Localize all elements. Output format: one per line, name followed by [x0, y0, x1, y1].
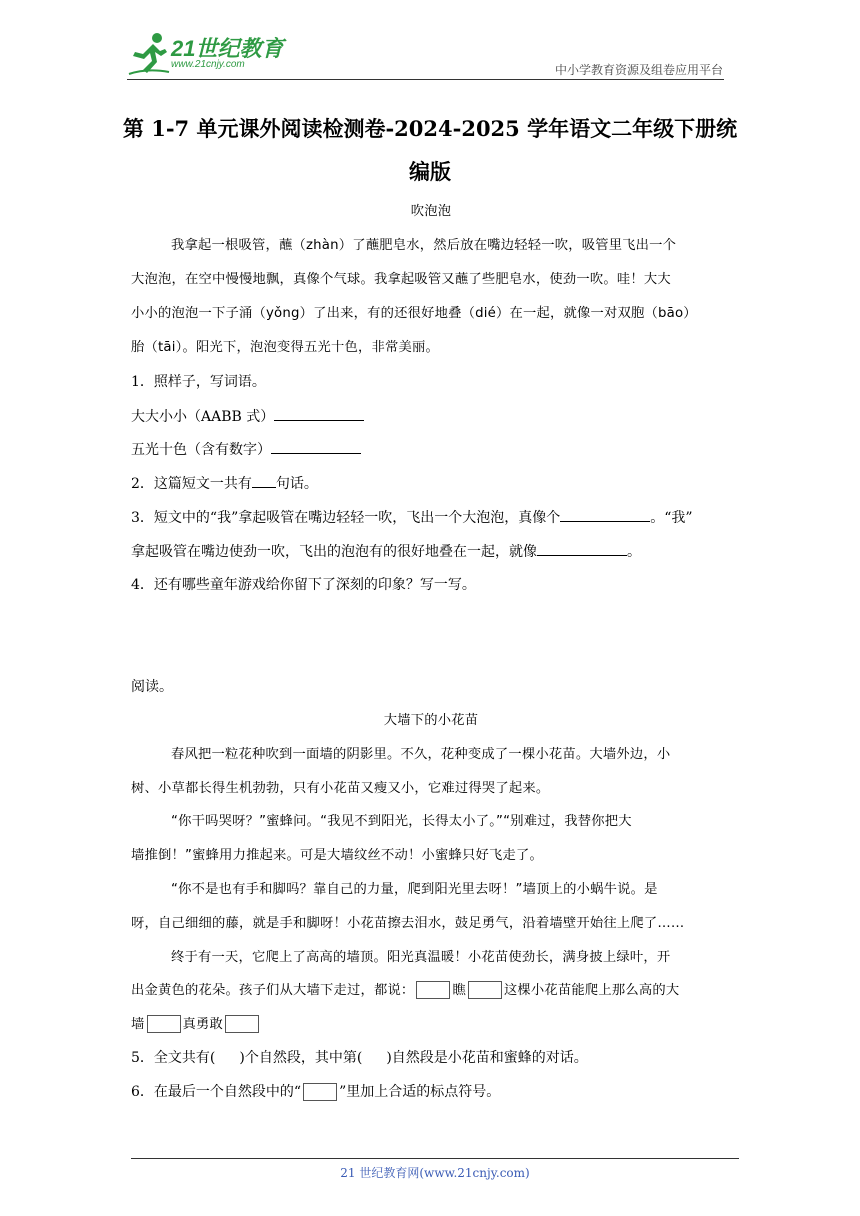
passage2-title: 大墙下的小花苗 — [383, 713, 479, 728]
page-title-line1: 第 1-7 单元课外阅读检测卷-2024-2025 学年语文二年级下册统 — [122, 116, 738, 141]
passage1-title: 吹泡泡 — [410, 204, 452, 219]
passage2-line: 春风把一粒花种吹到一面墙的阴影里。不久，花种变成了一棵小花苗。大墙外边，小 — [171, 747, 671, 762]
passage2-text: 墙 — [131, 1017, 145, 1032]
section2-intro: 阅读。 — [131, 679, 173, 695]
question-5 — [131, 1048, 731, 1068]
passage2-line: “你干吗哭呀？”蜜蜂问。“我见不到阳光，长得太小了。”“别难过，我替你把大 — [171, 814, 632, 829]
question-1b-text: 五光十色（含有数字） — [131, 442, 271, 458]
question-1: 1．照样子，写词语。 — [131, 374, 266, 390]
punctuation-box[interactable] — [468, 981, 502, 999]
question-5-text: )个自然段，其中第( — [239, 1050, 363, 1066]
footer-text: 21 世纪教育网(www.21cnjy.com) — [340, 1166, 530, 1180]
page-title-line2: 编版 — [409, 159, 451, 184]
question-2-text: 2．这篇短文一共有 — [131, 476, 252, 492]
logo-text: 21世纪教育 — [171, 36, 284, 61]
logo — [127, 30, 297, 78]
passage2-line: 呀，自己细细的藤，就是手和脚呀！小花苗擦去泪水，鼓足勇气，沿着墙壁开始往上爬了…… — [131, 916, 685, 931]
question-3-text: 3．短文中的“我”拿起吸管在嘴边轻轻一吹，飞出一个大泡泡，真像个 — [131, 510, 561, 526]
passage2-line: 墙推倒！”蜜蜂用力推起来。可是大墙纹丝不动！小蜜蜂只好飞走了。 — [131, 848, 543, 863]
question-6-text: ”里加上合适的标点符号。 — [339, 1084, 501, 1100]
question-3-line1 — [131, 507, 731, 528]
question-3-text-end: 。“我” — [650, 510, 693, 526]
runner-logo-icon — [127, 30, 171, 76]
passage2-text: 这棵小花苗能爬上那么高的大 — [503, 983, 680, 998]
question-1a — [131, 406, 731, 427]
logo-url: www.21cnjy.com — [171, 59, 245, 70]
answer-blank[interactable] — [271, 439, 361, 454]
question-1a-text: 大大小小（AABB 式） — [131, 409, 275, 425]
punctuation-box[interactable] — [225, 1015, 259, 1033]
passage2-line-with-boxes — [131, 981, 731, 1001]
passage2-text: 出金黄色的花朵。孩子们从大墙下走过，都说： — [131, 983, 415, 998]
question-6 — [131, 1082, 731, 1102]
question-3-text-end: 。 — [627, 544, 641, 560]
passage1-line: 小小的泡泡一下子涌（yǒng）了出来，有的还很好地叠（dié）在一起，就像一对双胞（bāo） — [131, 306, 697, 321]
answer-blank[interactable] — [274, 406, 364, 421]
answer-blank[interactable] — [537, 541, 627, 556]
question-2 — [131, 473, 731, 494]
punctuation-box-sample — [303, 1083, 337, 1101]
passage2-text: 真勇敢 — [182, 1017, 223, 1032]
question-6-text: 6．在最后一个自然段中的“ — [131, 1084, 302, 1100]
passage2-line-with-boxes — [131, 1015, 731, 1035]
question-2-text-end: 句话。 — [275, 476, 318, 492]
footer-divider — [131, 1158, 739, 1159]
question-1b — [131, 439, 731, 460]
answer-blank[interactable] — [560, 507, 650, 522]
punctuation-box[interactable] — [147, 1015, 181, 1033]
question-4: 4．还有哪些童年游戏给你留下了深刻的印象？写一写。 — [131, 577, 476, 593]
header-divider — [127, 79, 724, 80]
passage2-line: “你不是也有手和脚吗？靠自己的力量，爬到阳光里去呀！”墙顶上的小蜗牛说。是 — [171, 882, 658, 897]
page-header — [0, 0, 860, 82]
passage2-line: 树、小草都长得生机勃勃，只有小花苗又瘦又小，它难过得哭了起来。 — [131, 781, 550, 796]
question-3-text: 拿起吸管在嘴边使劲一吹，飞出的泡泡有的很好地叠在一起，就像 — [131, 544, 537, 560]
passage1-line: 我拿起一根吸管，蘸（zhàn）了蘸肥皂水，然后放在嘴边轻轻一吹，吸管里飞出一个 — [171, 238, 677, 253]
answer-blank[interactable] — [252, 473, 276, 488]
passage2-line: 终于有一天，它爬上了高高的墙顶。阳光真温暖！小花苗使劲长，满身披上绿叶，开 — [171, 950, 671, 965]
punctuation-box[interactable] — [416, 981, 450, 999]
question-5-text: 5．全文共有( — [131, 1050, 216, 1066]
question-3-line2 — [131, 541, 731, 562]
passage2-text: 瞧 — [452, 983, 466, 998]
header-platform-text: 中小学教育资源及组卷应用平台 — [554, 63, 723, 77]
passage1-line: 胎（tāi）。阳光下，泡泡变得五光十色，非常美丽。 — [131, 340, 439, 355]
passage1-line: 大泡泡，在空中慢慢地飘，真像个气球。我拿起吸管又蘸了些肥皂水，使劲一吹。哇！大大 — [131, 272, 671, 287]
question-5-text: )自然段是小花苗和蜜蜂的对话。 — [386, 1050, 588, 1066]
